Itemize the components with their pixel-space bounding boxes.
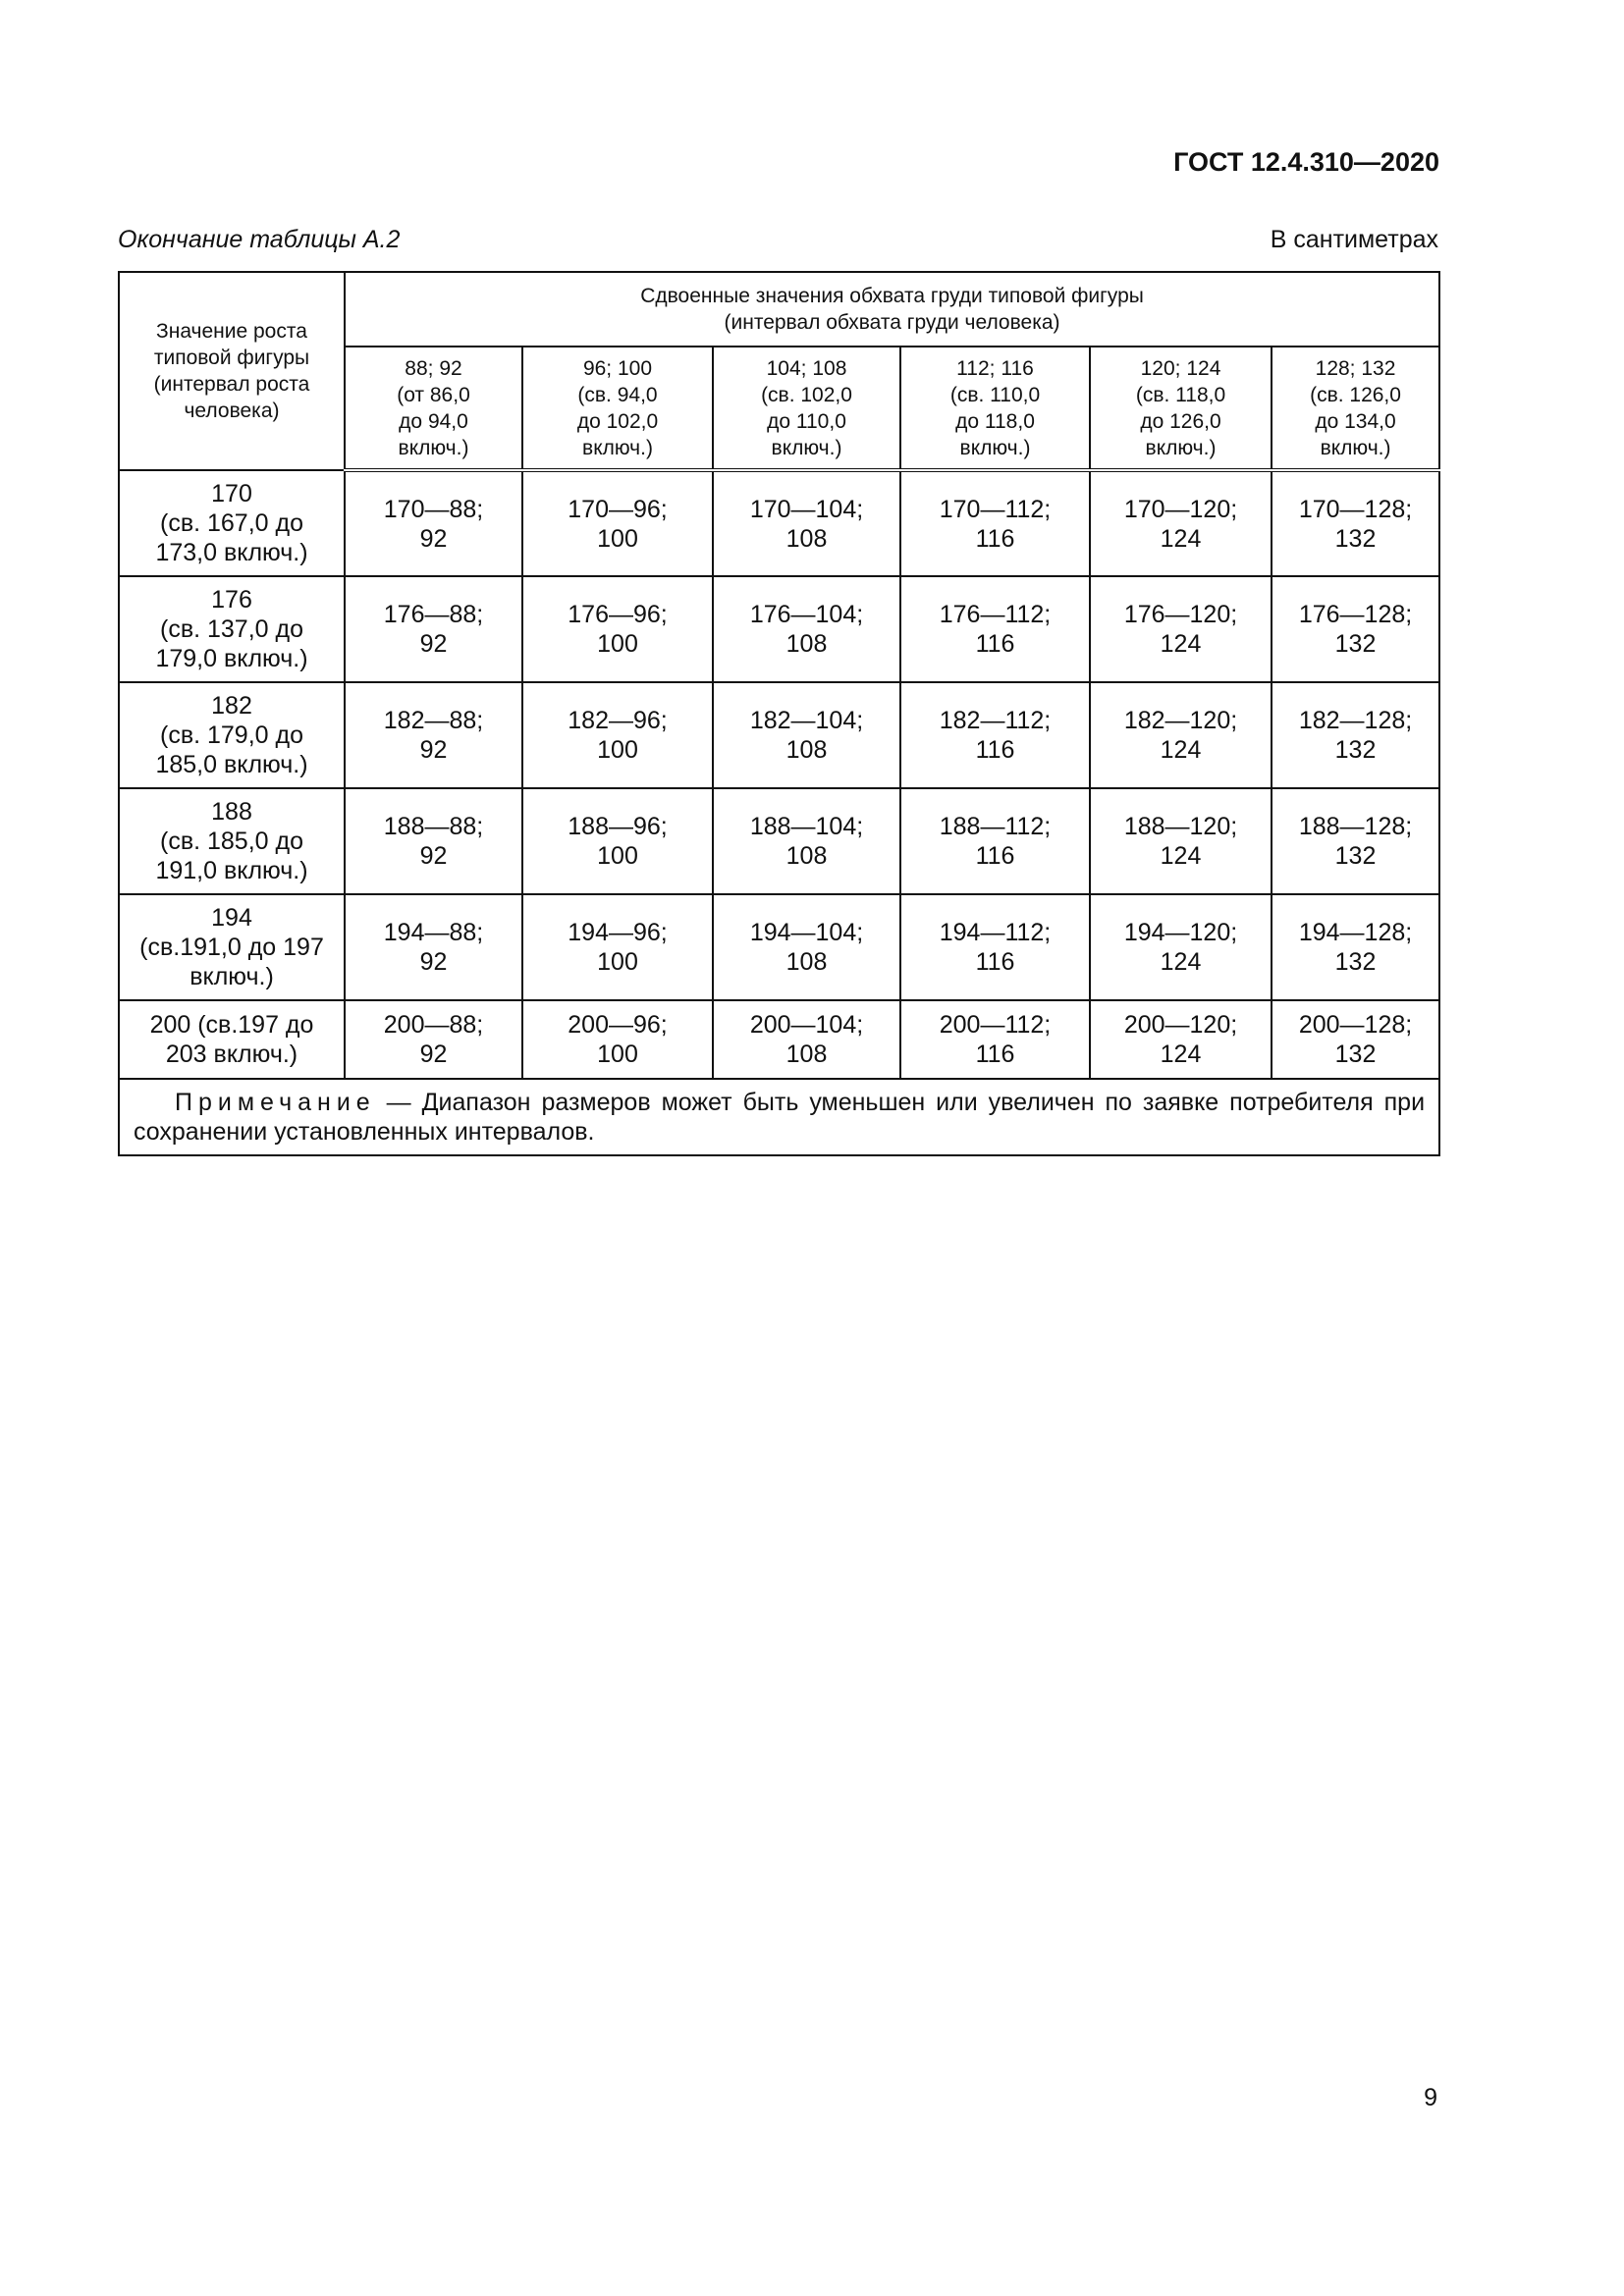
page-number: 9: [1424, 2084, 1437, 2111]
table-cell: 188—112; 116: [900, 788, 1090, 894]
column-header: 128; 132 (св. 126,0 до 134,0 включ.): [1272, 347, 1439, 470]
group-header-chest: Сдвоенные значения обхвата груди типовой фигуры (интервал обхвата груди человека): [345, 272, 1439, 347]
table-note: [119, 1079, 1439, 1155]
table-note-row: [119, 1079, 1439, 1155]
table-cell: 200—128; 132: [1272, 1000, 1439, 1079]
table-cell: 200—96; 100: [522, 1000, 713, 1079]
note-text: — Диапазон размеров может быть уменьшен или увеличен по заявке потребителя при сохранении установленных интервалов.: [134, 1089, 1426, 1146]
column-header: 96; 100 (св. 94,0 до 102,0 включ.): [522, 347, 713, 470]
table-row: [119, 682, 1439, 788]
table-cell: 200—88; 92: [345, 1000, 522, 1079]
table-cell: 188—96; 100: [522, 788, 713, 894]
row-height-cell: 176 (св. 137,0 до 179,0 включ.): [119, 576, 345, 682]
row-height-cell: 194 (св.191,0 до 197 включ.): [119, 894, 345, 1000]
row-height-cell: 200 (св.197 до 203 включ.): [119, 1000, 345, 1079]
table-cell: 194—120; 124: [1090, 894, 1272, 1000]
table-continuation-caption: Окончание таблицы А.2: [118, 226, 401, 253]
column-header: 120; 124 (св. 118,0 до 126,0 включ.): [1090, 347, 1272, 470]
table-row: [119, 788, 1439, 894]
table-cell: 194—112; 116: [900, 894, 1090, 1000]
column-header: 104; 108 (св. 102,0 до 110,0 включ.): [713, 347, 900, 470]
row-header-height: Значение роста типовой фигуры (интервал роста человека): [119, 272, 345, 470]
table-cell: 170—128; 132: [1272, 470, 1439, 576]
table-cell: 188—120; 124: [1090, 788, 1272, 894]
row-height-cell: 170 (св. 167,0 до 173,0 включ.): [119, 470, 345, 576]
units-caption: В сантиметрах: [1270, 226, 1438, 253]
table-cell: 170—96; 100: [522, 470, 713, 576]
table-cell: 170—120; 124: [1090, 470, 1272, 576]
table-cell: 170—104; 108: [713, 470, 900, 576]
table-cell: 194—96; 100: [522, 894, 713, 1000]
size-table: [118, 271, 1440, 1156]
table-cell: 194—88; 92: [345, 894, 522, 1000]
column-header: 88; 92 (от 86,0 до 94,0 включ.): [345, 347, 522, 470]
note-label: Примечание: [175, 1089, 376, 1116]
table-cell: 176—104; 108: [713, 576, 900, 682]
table-cell: 182—88; 92: [345, 682, 522, 788]
table-cell: 188—128; 132: [1272, 788, 1439, 894]
table-cell: 182—128; 132: [1272, 682, 1439, 788]
table-cell: 200—112; 116: [900, 1000, 1090, 1079]
table-cell: 176—120; 124: [1090, 576, 1272, 682]
table-row: [119, 470, 1439, 576]
table-cell: 176—88; 92: [345, 576, 522, 682]
table-cell: 182—120; 124: [1090, 682, 1272, 788]
row-height-cell: 182 (св. 179,0 до 185,0 включ.): [119, 682, 345, 788]
table-cell: 176—112; 116: [900, 576, 1090, 682]
table-cell: 200—104; 108: [713, 1000, 900, 1079]
table-cell: 182—104; 108: [713, 682, 900, 788]
table-cell: 182—112; 116: [900, 682, 1090, 788]
table-cell: 170—88; 92: [345, 470, 522, 576]
row-height-cell: 188 (св. 185,0 до 191,0 включ.): [119, 788, 345, 894]
document-code: ГОСТ 12.4.310—2020: [1173, 147, 1439, 177]
table-row: [119, 576, 1439, 682]
table-cell: 176—96; 100: [522, 576, 713, 682]
table-row: [119, 894, 1439, 1000]
table-cell: 188—88; 92: [345, 788, 522, 894]
table-cell: 176—128; 132: [1272, 576, 1439, 682]
table-cell: 194—128; 132: [1272, 894, 1439, 1000]
table-row: [119, 1000, 1439, 1079]
column-header: 112; 116 (св. 110,0 до 118,0 включ.): [900, 347, 1090, 470]
table-cell: 188—104; 108: [713, 788, 900, 894]
table-cell: 200—120; 124: [1090, 1000, 1272, 1079]
table-cell: 182—96; 100: [522, 682, 713, 788]
table-cell: 194—104; 108: [713, 894, 900, 1000]
table-cell: 170—112; 116: [900, 470, 1090, 576]
